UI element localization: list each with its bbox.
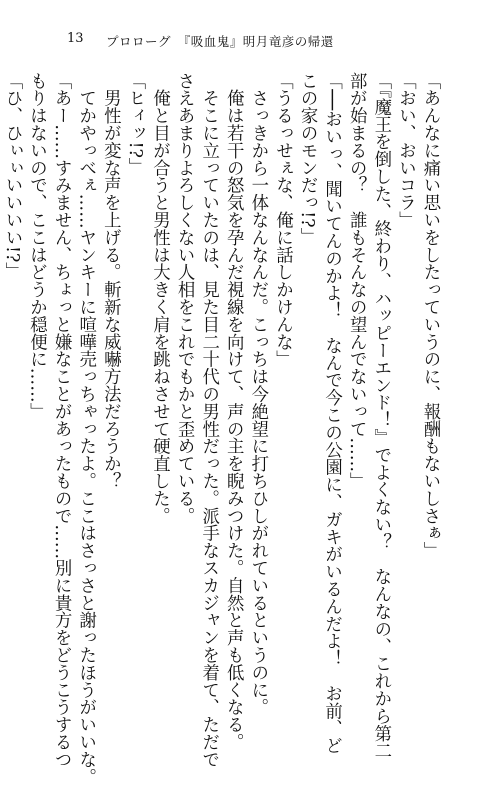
text-line: てかやっべぇ……ヤンキーに喧嘩売っちゃったよ。ここはさっさと謝ったほうがいいな。 [75,72,96,785]
text-line: 男性が変な声を上げる。斬新な威嚇方法だろうか？ [100,72,121,490]
text-line: もりはないので、ここはどうか穏便に……」 [26,72,47,420]
text-line: そこに立っていたのは、見た目二十代の男性だった。派手なスカジャンを着て、ただで [198,72,219,768]
text-line: 部が始まるの？ 誰もそんなの望んでないって……」 [346,72,367,490]
body-text [1,72,442,785]
text-line: この家のモンだっ!?」 [297,72,318,245]
text-line: 俺は若干の怒気を孕んだ視線を向けて、声の主を睨みつけた。自然と声も低くなる。 [223,72,244,751]
page-number: 13 [67,31,84,46]
text-line: 「あー……すみません、ちょっと嫌なことがあったもので……別に貴方をどうこうするつ [51,72,72,768]
running-head: プロローグ 『吸血鬼』明月竜彦の帰還 [106,34,334,49]
text-line: 「おい、おいコラ」 [395,72,416,229]
text-line: 「ひ、ひぃぃいいいい!?」 [1,72,22,280]
text-line: 俺と目が合うと男性は大きく肩を跳ねさせて硬直した。 [149,72,170,525]
text-line: 「ヒィッ!?」 [124,72,145,176]
text-line: さっきから一体なんなんだ。こっちは今絶望に打ちひしがれているというのに。 [247,72,268,716]
text-line: 「『魔王を倒した、終わり、ハッピーエンド！』でよくない？ なんなの、これから第二 [370,72,391,760]
text-line: 「あんなに痛い思いをしたっていうのに、報酬もないしさぁ」 [420,72,440,560]
text-line: 「うるっせぇな、俺に話しかけんな」 [272,72,293,368]
text-line: 「──おいっ、聞いてんのかよ！ なんで今この公園に、ガキがいるんだよ！ お前、ど [321,72,342,755]
text-line: さえあまりよろしくない人相をこれでもかと歪めている。 [174,72,195,525]
